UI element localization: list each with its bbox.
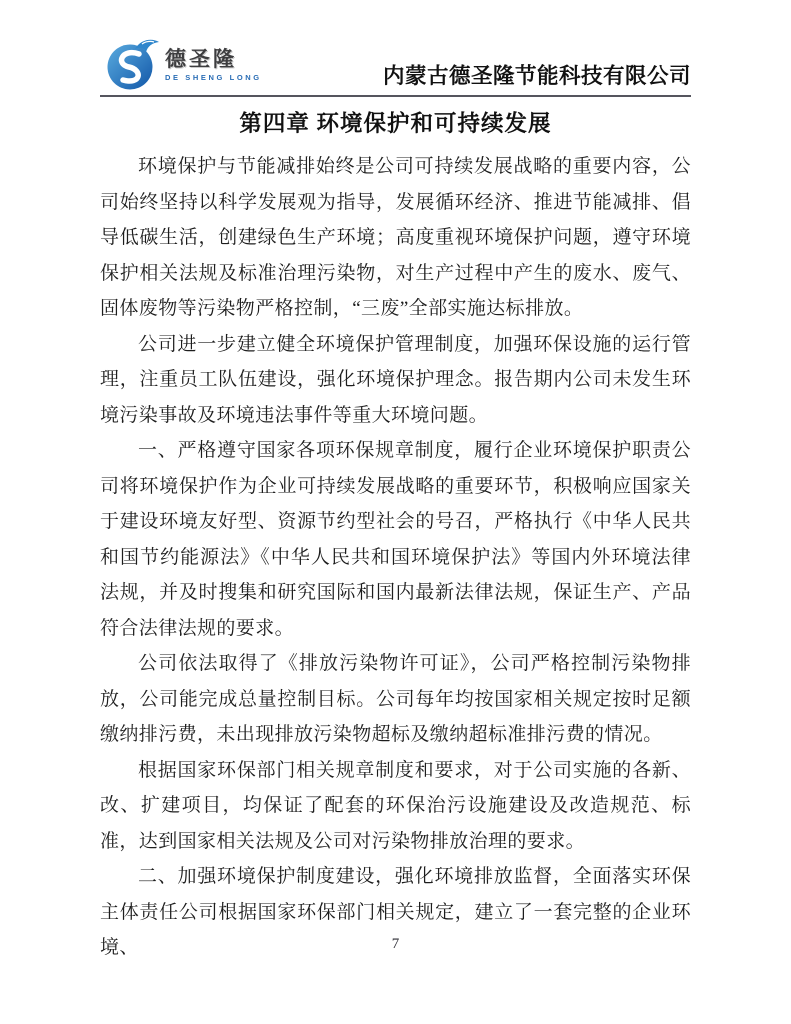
logo-subtext: DE SHENG LONG xyxy=(165,72,262,82)
chapter-title: 第四章 环境保护和可持续发展 xyxy=(239,111,552,136)
page-number: 7 xyxy=(391,936,400,952)
header-divider xyxy=(100,95,691,97)
body-paragraph: 公司进一步建立健全环境保护管理制度，加强环保设施的运行管理，注重员工队伍建设，强化环境保护理念。报告期内公司未发生环境污染事故及环境违法事件等重大环境问题。 xyxy=(100,333,691,426)
dragon-s-circle-icon xyxy=(104,34,160,92)
body-paragraph: 一、严格遵守国家各项环保规章制度，履行企业环境保护职责公司将环境保护作为企业可持续发展战略的重要环节，积极响应国家关于建设环境友好型、资源节约型社会的号召，严格执行《中华人民共和国节约能源法》《中华人民共和国环境保护法》等国内外环境法律法规，并及时搜集和研究国际和国内最新法律法规，保证生产、产品符合法律法规的要求。 xyxy=(100,440,691,639)
logo-wordmark: 德圣隆 xyxy=(165,47,237,71)
body-paragraph: 根据国家环保部门相关规章制度和要求，对于公司实施的各新、改、扩建项目，均保证了配套的环保治污设施建设及改造规范、标准，达到国家相关法规及公司对污染物排放治理的要求。 xyxy=(100,759,691,852)
page-content xyxy=(100,0,691,966)
logo-text-block xyxy=(165,49,262,82)
page-header xyxy=(100,0,691,97)
company-name: 内蒙古德圣隆节能科技有限公司 xyxy=(382,64,691,88)
company-logo xyxy=(104,34,262,92)
body-paragraph: 公司依法取得了《排放污染物许可证》，公司严格控制污染物排放，公司能完成总量控制目标。公司每年均按国家相关规定按时足额缴纳排污费，未出现排放污染物超标及缴纳超标准排污费的情况。 xyxy=(100,653,691,745)
body-paragraph: 环境保护与节能减排始终是公司可持续发展战略的重要内容，公司始终坚持以科学发展观为指导，发展循环经济、推进节能减排、倡导低碳生活，创建绿色生产环境；高度重视环境保护问题，遵守环境保护相关法规及标准治理污染物，对生产过程中产生的废水、废气、固体废物等污染物严格控制，“三废”全部实施达标排放。 xyxy=(100,156,691,319)
body-text xyxy=(100,149,691,966)
body-paragraph: 二、加强环境保护制度建设，强化环境排放监督，全面落实环保主体责任公司根据国家环保部门相关规定，建立了一套完整的企业环境、 xyxy=(100,866,691,958)
